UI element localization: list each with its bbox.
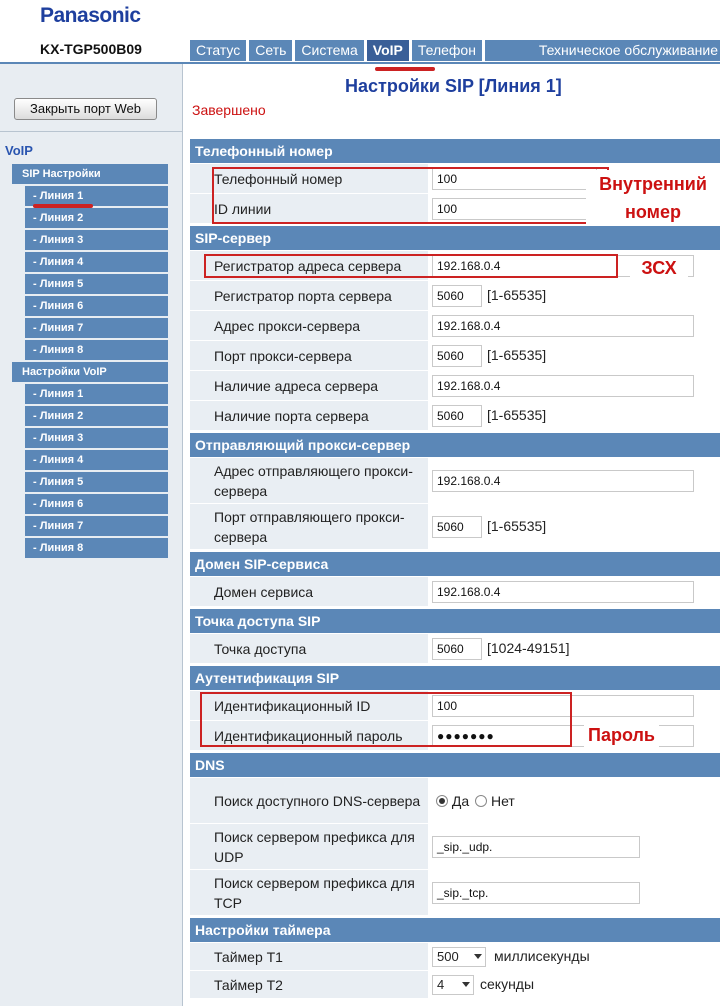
phone-number-label: Телефонный номер — [214, 170, 343, 187]
sidebar-divider — [0, 131, 183, 132]
row-timer-t1 — [190, 943, 720, 971]
sidebar-root-voip[interactable]: VoIP — [5, 143, 33, 158]
tcp-prefix-label: Поиск сервером префикса для TCP — [214, 874, 415, 911]
timer-t2-unit: секунды — [480, 976, 535, 992]
proxy-address-label: Адрес прокси-сервера — [214, 317, 361, 334]
annotation-internal-number: Внутренний номер — [586, 170, 720, 226]
section-access-point: Точка доступа SIP — [190, 609, 720, 633]
row-udp-prefix — [190, 824, 720, 870]
timer-t1-unit: миллисекунды — [494, 948, 590, 964]
tab-network[interactable]: Сеть — [249, 40, 292, 61]
tab-system[interactable]: Система — [295, 40, 363, 61]
sidebar-voip-line-7[interactable]: - Линия 7 — [25, 516, 168, 536]
annotation-password: Пароль — [584, 722, 659, 748]
chevron-down-icon — [474, 954, 482, 959]
udp-prefix-label: Поиск сервером префикса для UDP — [214, 828, 415, 865]
service-domain-input[interactable]: 192.168.0.4 — [432, 581, 694, 603]
model-name: KX-TGP500B09 — [40, 41, 142, 57]
section-timer: Настройки таймера — [190, 918, 720, 942]
udp-prefix-input[interactable]: _sip._udp. — [432, 836, 640, 858]
page-title: Настройки SIP [Линия 1] — [345, 76, 562, 96]
proxy-address-input[interactable]: 192.168.0.4 — [432, 315, 694, 337]
main-tabs — [190, 40, 720, 61]
active-line-marker — [33, 204, 93, 208]
service-domain-label: Домен сервиса — [214, 583, 314, 600]
row-service-domain — [190, 577, 720, 607]
dns-search-yes-radio[interactable] — [436, 795, 448, 807]
timer-t1-label: Таймер T1 — [214, 948, 283, 965]
outbound-port-range: [1-65535] — [487, 518, 547, 534]
sidebar-sip-line-2[interactable]: - Линия 2 — [25, 208, 168, 228]
close-web-port-button[interactable]: Закрыть порт Web — [14, 98, 157, 120]
section-sip-auth: Аутентификация SIP — [190, 666, 720, 690]
proxy-port-label: Порт прокси-сервера — [214, 347, 352, 364]
auth-id-input[interactable]: 100 — [432, 695, 694, 717]
timer-t1-select[interactable]: 500 — [432, 947, 486, 967]
tab-phone[interactable]: Телефон — [412, 40, 482, 61]
proxy-port-input[interactable]: 5060 — [432, 345, 482, 367]
row-access-point — [190, 634, 720, 664]
sidebar-voip-line-8[interactable]: - Линия 8 — [25, 538, 168, 558]
registrar-port-input[interactable]: 5060 — [432, 285, 482, 307]
sidebar-sip-line-1[interactable]: - Линия 1 — [25, 186, 168, 206]
dns-search-no-radio[interactable] — [475, 795, 487, 807]
row-proxy-port — [190, 341, 720, 371]
tab-status[interactable]: Статус — [190, 40, 246, 61]
timer-t2-select[interactable]: 4 — [432, 975, 474, 995]
sidebar-voip-line-4[interactable]: - Линия 4 — [25, 450, 168, 470]
outbound-port-label: Порт отправляющего прокси-сервера — [214, 508, 405, 545]
auth-id-label: Идентификационный ID — [214, 697, 371, 714]
presence-port-range: [1-65535] — [487, 407, 547, 423]
auth-password-input[interactable]: ●●●●●●● — [432, 725, 694, 747]
phone-number-input[interactable]: 100 — [432, 168, 597, 190]
row-registrar-port — [190, 281, 720, 311]
sidebar-voip-line-3[interactable]: - Линия 3 — [25, 428, 168, 448]
access-point-input[interactable]: 5060 — [432, 638, 482, 660]
sidebar-voip-line-2[interactable]: - Линия 2 — [25, 406, 168, 426]
chevron-down-icon — [462, 982, 470, 987]
row-outbound-address — [190, 458, 720, 504]
presence-port-label: Наличие порта сервера — [214, 407, 369, 424]
access-point-label: Точка доступа — [214, 640, 307, 657]
annotation-ats: ЗСХ — [630, 256, 688, 280]
registrar-port-range: [1-65535] — [487, 287, 547, 303]
tab-voip[interactable]: VoIP — [367, 40, 409, 61]
voip-tab-marker — [375, 67, 435, 71]
section-sip-server: SIP-сервер — [190, 226, 720, 250]
outbound-port-input[interactable]: 5060 — [432, 516, 482, 538]
dns-search-no-label: Нет — [490, 793, 515, 809]
row-presence-address — [190, 371, 720, 401]
section-outbound-proxy: Отправляющий прокси-сервер — [190, 433, 720, 457]
proxy-port-range: [1-65535] — [487, 347, 547, 363]
registrar-address-input[interactable]: 192.168.0.4 — [432, 255, 694, 277]
presence-address-label: Наличие адреса сервера — [214, 377, 379, 394]
sidebar-group-voip[interactable]: Настройки VoIP — [12, 362, 168, 382]
sidebar-sip-line-7[interactable]: - Линия 7 — [25, 318, 168, 338]
section-sip-domain: Домен SIP-сервиса — [190, 552, 720, 576]
line-id-input[interactable]: 100 — [432, 198, 597, 220]
row-outbound-port — [190, 504, 720, 550]
row-tcp-prefix — [190, 870, 720, 916]
row-proxy-address — [190, 311, 720, 341]
outbound-address-label: Адрес отправляющего прокси-сервера — [214, 462, 413, 499]
sidebar-group-sip[interactable]: SIP Настройки — [12, 164, 168, 184]
sidebar-voip-line-5[interactable]: - Линия 5 — [25, 472, 168, 492]
brand-logo: Panasonic — [40, 4, 141, 27]
section-dns: DNS — [190, 753, 720, 777]
access-point-range: [1024-49151] — [487, 640, 570, 656]
dns-search-options — [436, 793, 515, 809]
registrar-port-label: Регистратор порта сервера — [214, 287, 392, 304]
sidebar-sip-line-4[interactable]: - Линия 4 — [25, 252, 168, 272]
section-phone-number: Телефонный номер — [190, 139, 720, 163]
outbound-address-input[interactable]: 192.168.0.4 — [432, 470, 694, 492]
row-dns-search — [190, 778, 720, 824]
sidebar-voip-line-6[interactable]: - Линия 6 — [25, 494, 168, 514]
sidebar-sip-line-3[interactable]: - Линия 3 — [25, 230, 168, 250]
timer-t2-label: Таймер T2 — [214, 976, 283, 993]
auth-password-label: Идентификационный пароль — [214, 727, 403, 744]
tcp-prefix-input[interactable]: _sip._tcp. — [432, 882, 640, 904]
dns-search-yes-label: Да — [451, 793, 470, 809]
status-message: Завершено — [192, 102, 266, 118]
sidebar-sip-line-6[interactable]: - Линия 6 — [25, 296, 168, 316]
presence-address-input[interactable]: 192.168.0.4 — [432, 375, 694, 397]
row-auth-id — [190, 691, 720, 721]
sidebar-sip-line-8[interactable]: - Линия 8 — [25, 340, 168, 360]
tab-maintenance[interactable]: Техническое обслуживание — [485, 40, 720, 61]
registrar-address-label: Регистратор адреса сервера — [214, 257, 402, 274]
sidebar-sip-line-5[interactable]: - Линия 5 — [25, 274, 168, 294]
dns-search-label: Поиск доступного DNS-сервера — [214, 792, 421, 809]
row-presence-port — [190, 401, 720, 431]
line-id-label: ID линии — [214, 200, 272, 217]
row-timer-t2 — [190, 971, 720, 999]
sidebar-voip-line-1[interactable]: - Линия 1 — [25, 384, 168, 404]
presence-port-input[interactable]: 5060 — [432, 405, 482, 427]
